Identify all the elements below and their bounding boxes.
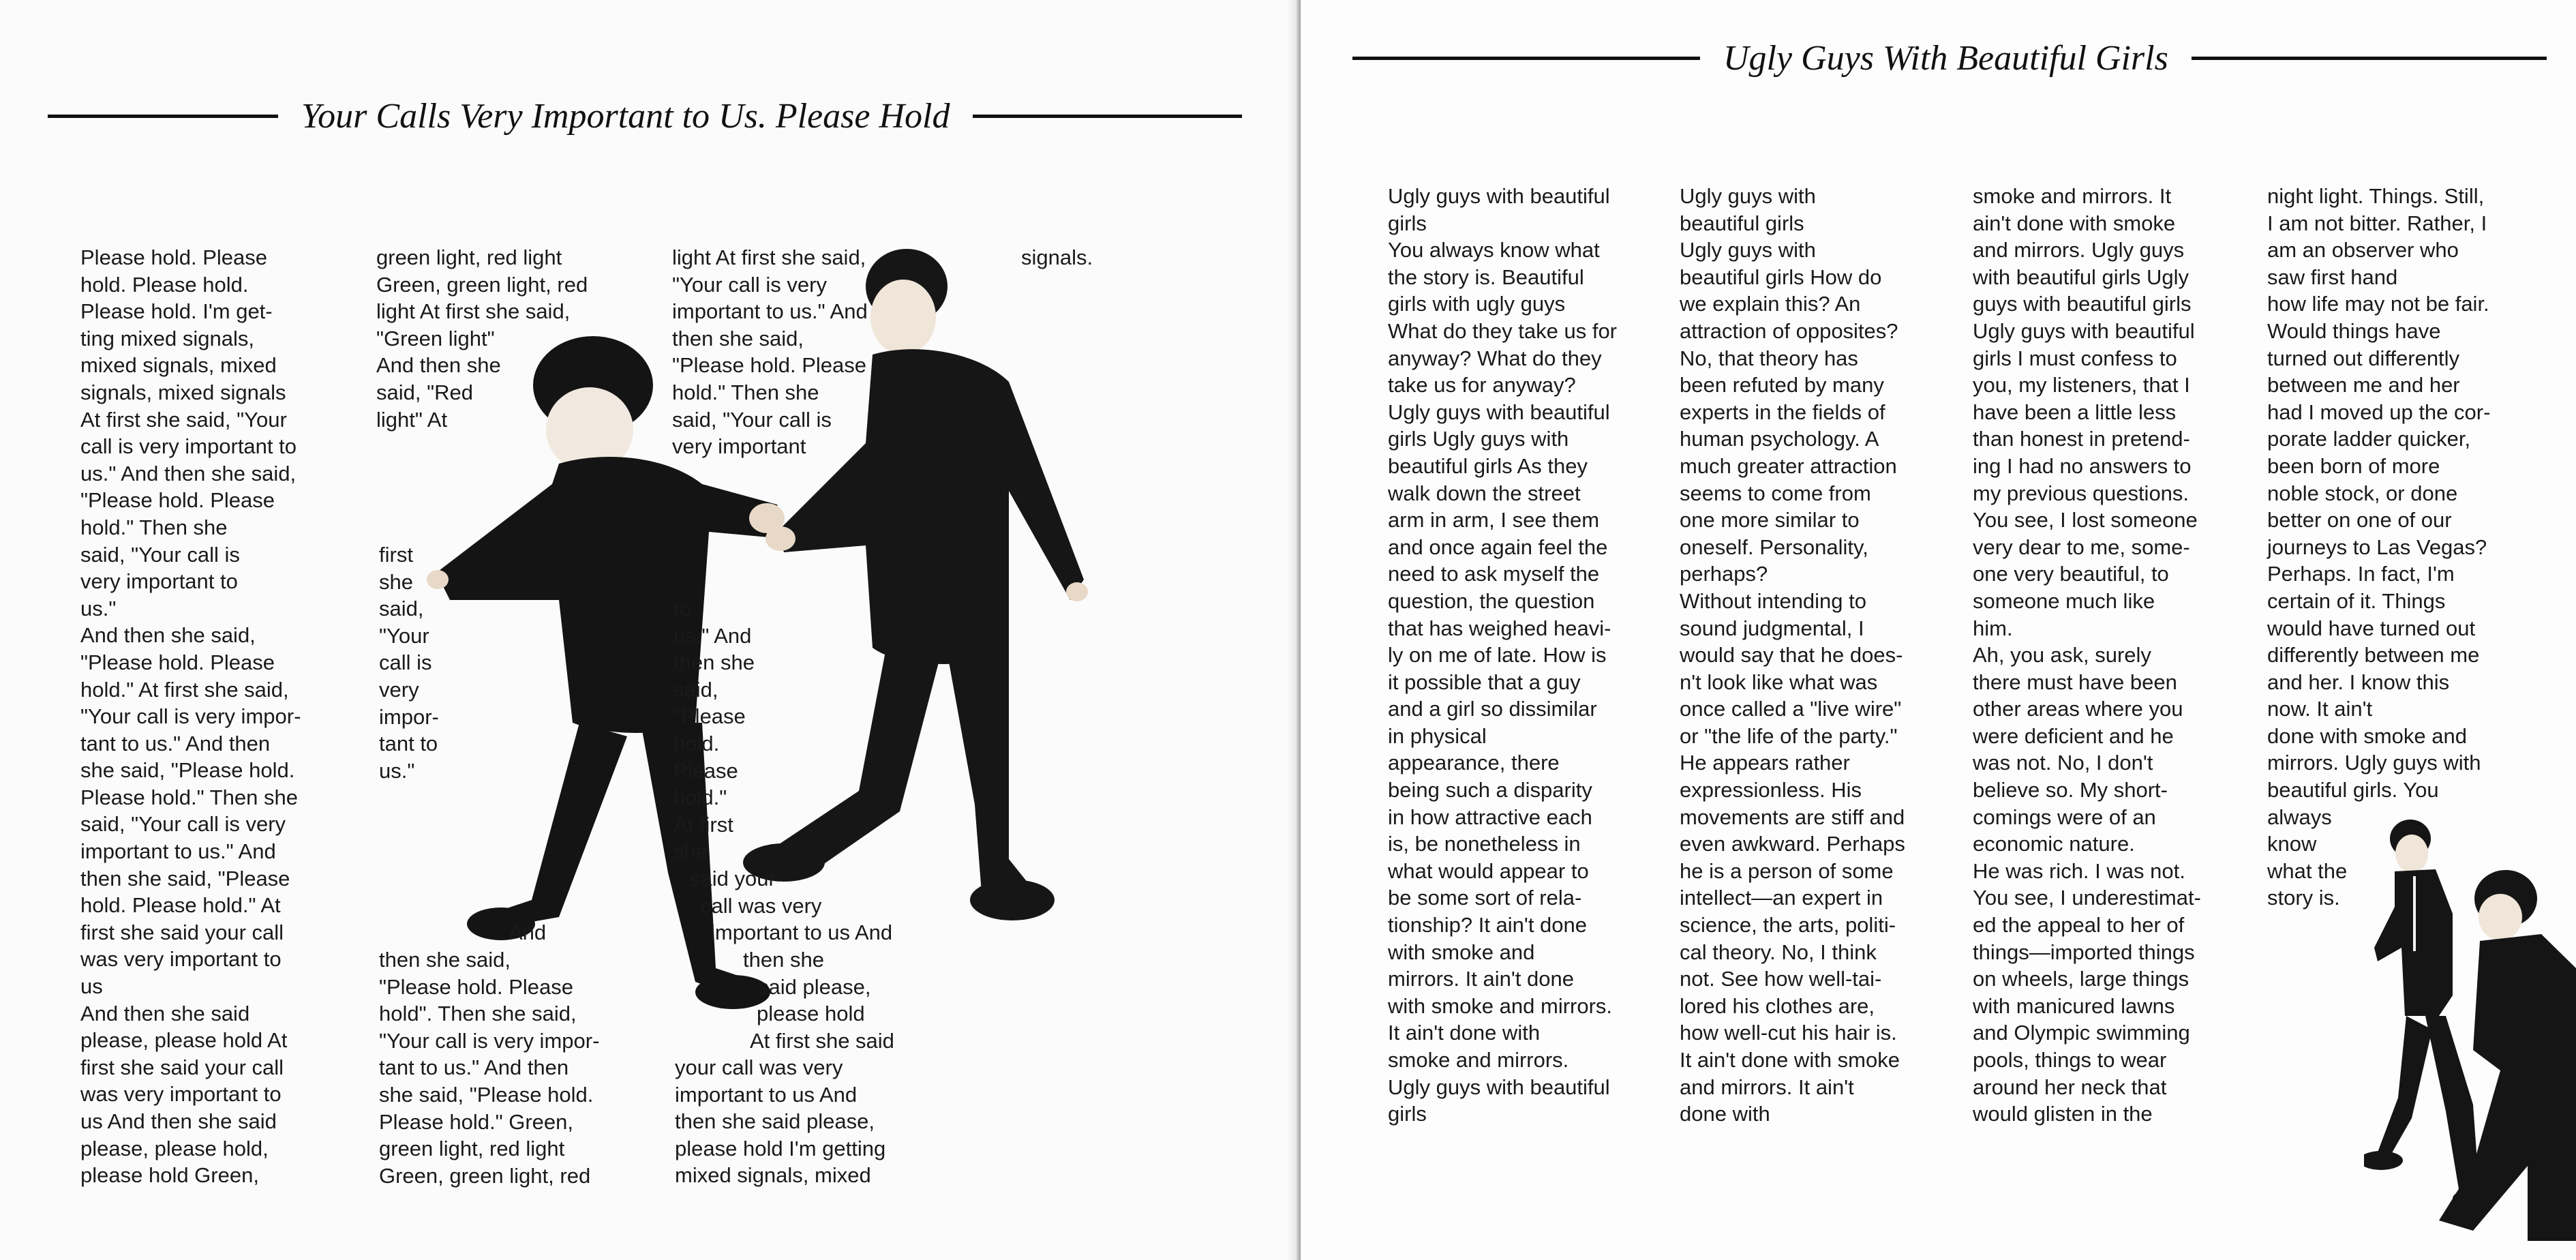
left-column-2-middle: first she said, "Your call is very impor- tant to us." [379, 543, 439, 783]
left-column-3-stagger-5: said please, [758, 975, 871, 999]
right-page [1301, 0, 2576, 1260]
left-column-2-bottom: then she said, "Please hold. Please hold". Then she said, "Your call is very impor- tant to us." And then she said, "Please hold. Please hold." Green, green light, red light Green, green light, red [379, 948, 600, 1188]
left-column-3-stagger-7: At first she said [750, 1029, 894, 1053]
left-column-2-and: And [509, 920, 547, 944]
left-title-rule-left [48, 115, 278, 118]
left-column-3-middle: to us." And then she said, "Please hold. Please hold." At first she [673, 597, 755, 864]
right-title-rule-left [1352, 57, 1700, 60]
left-column-1: Please hold. Please hold. Please hold. Please hold. I'm get- ting mixed signals, mixed signals, mixed signals, mixed signals At first she said, "Your call is very important to us." And then she said, "Please hold. Please hold." Then she said, "Your call is very important to us." And then she said, "Please hold. Please hold." At first she said, "Your call is very impor- tant to us." And then she said, "Please hold. Please hold." Then she said, "Your call is very important to us." And then she said, "Please hold. Please hold." At first she said your call was very important to us And then she said please, please hold At first she said your call was very important to us And then she said please, please hold, please hold Green, [80, 245, 301, 1188]
left-column-4: signals. [1021, 245, 1093, 269]
right-column-2: Ugly guys with beautiful girls Ugly guys with beautiful girls How do we explain this? An attraction of opposites? No, that theory has been refuted by many experts in the fields of human psychology. A much greater attraction seems to come from one more similar to oneself. Personality, perhaps? Without intending to sound judgmental, I would say that he does- n't look like what was once called a "live wire" or "the life of the party." He appears rather expressionless. His movements are stiff and even awkward. Perhaps he is a person of some intellect—an expert in science, the arts, politi- cal theory. No, I think not. See how well-tai- lored his clothes are, how well-cut his hair is. It ain't done with smoke and mirrors. It ain't done with [1680, 184, 1905, 1126]
left-column-2-top: green light, red light Green, green light, red light At first she said, "Green light" And then she said, "Red light" At [376, 245, 588, 432]
left-title-rule-right [973, 115, 1242, 118]
right-title-rule-right [2192, 57, 2547, 60]
left-column-3-top: light At first she said, "Your call is very important to us." And then she said, "Please hold. Please hold." Then she said, "Your call is very important [672, 245, 868, 459]
left-column-3-bottom: your call was very important to us And then she said please, please hold I'm getting mixed signals, mixed [675, 1055, 886, 1188]
left-column-3-stagger-1: said your [690, 867, 776, 890]
right-page-title: Ugly Guys With Beautiful Girls [1723, 39, 2168, 78]
left-page-title: Your Calls Very Important to Us. Please Hold [301, 97, 950, 136]
left-column-3-stagger-4: then she [743, 948, 824, 972]
two-men-walking-small-photo [2364, 811, 2576, 1241]
right-column-3: smoke and mirrors. It ain't done with smoke and mirrors. Ugly guys with beautiful girls Ugly guys with beautiful girls Ugly guys with beautiful girls I must confess to you, my listeners, that I have been a little less than honest in pretend- ing I had no answers to my previous questions. You see, I lost someone very dear to me, some- one very beautiful, to someone much like him. Ah, you ask, surely there must have been other areas where you were deficient and he was not. No, I don't believe so. My short- comings were of an economic nature. He was rich. I was not. You see, I underestimat- ed the appeal to her of things—imported things on wheels, large things with manicured lawns and Olympic swimming pools, things to wear around her neck that would glisten in the [1973, 184, 2201, 1126]
left-column-3-stagger-6: please hold [757, 1002, 865, 1025]
right-column-4: night light. Things. Still, I am not bitter. Rather, I am an observer who saw first hand how life may not be fair. Would things have turned out differently between me and her had I moved up the cor- porate ladder quicker, been born of more noble stock, or done better on one of our journeys to Las Vegas? Perhaps. In fact, I'm certain of it. Things would have turned out differently between me and her. I know this now. It ain't done with smoke and mirrors. Ugly guys with beautiful girls. You always know what the story is. [2267, 184, 2491, 910]
right-column-1: Ugly guys with beautiful girls You always know what the story is. Beautiful girls with ugly guys What do they take us for anyway? What do they take us for anyway? Ugly guys with beautiful girls Ugly guys with beautiful girls As they walk down the street arm in arm, I see them and once again feel the need to ask myself the question, the question that has weighed heavi- ly on me of late. How is it possible that a guy and a girl so dissimilar in physical appearance, there being such a disparity in how attractive each is, be nonetheless in what would appear to be some sort of rela- tionship? It ain't done with smoke and mirrors. It ain't done with smoke and mirrors. It ain't done with smoke and mirrors. Ugly guys with beautiful girls [1388, 184, 1618, 1126]
left-column-3-stagger-3: important to us And [710, 920, 893, 944]
left-column-3-stagger-2: call was very [701, 894, 822, 918]
left-page-header [48, 96, 1242, 136]
right-page-header [1352, 38, 2547, 78]
